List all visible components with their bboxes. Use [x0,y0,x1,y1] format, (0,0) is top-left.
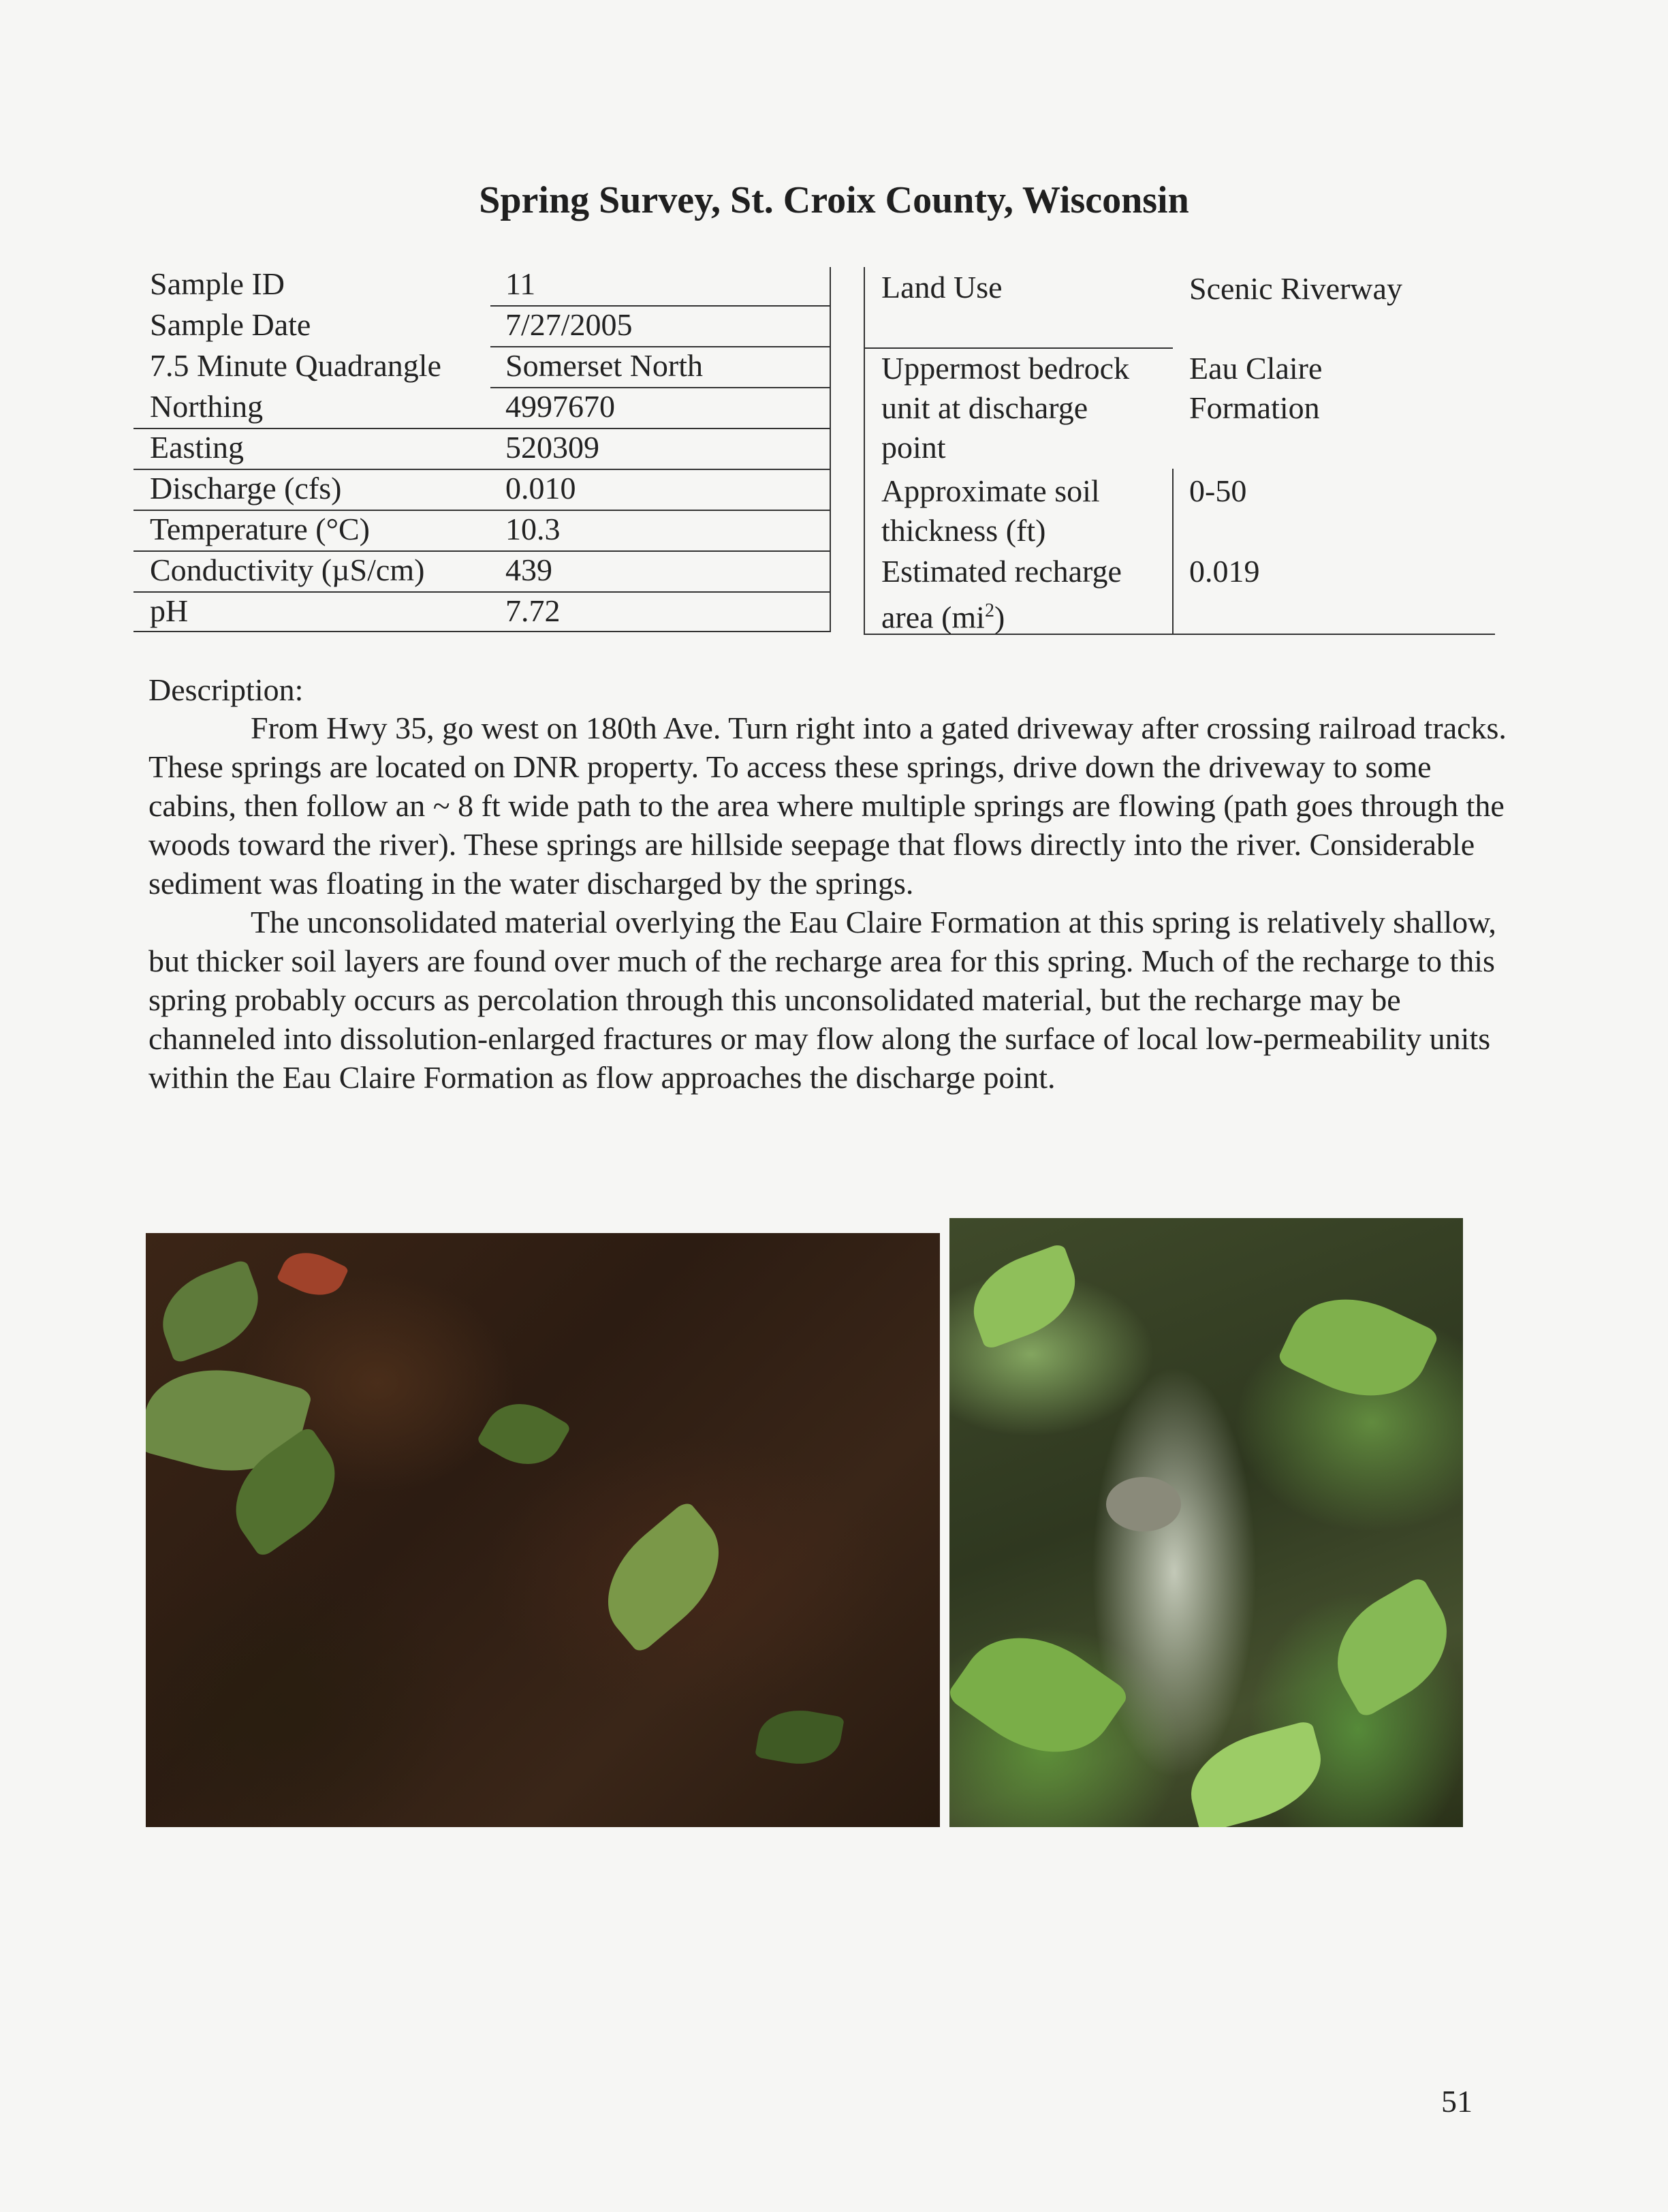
table-rule [133,591,831,593]
page-number: 51 [1441,2084,1473,2119]
table-rule [490,305,831,307]
bedrock-value: Eau Claire Formation [1189,351,1323,425]
row-value: 439 [505,552,552,587]
row-value: 4997670 [505,389,615,424]
row-label: Easting [150,430,244,465]
row-value: 11 [505,266,536,301]
table-rule [133,631,831,632]
table-rule [133,510,831,511]
table-row [129,264,831,305]
description-paragraph: From Hwy 35, go west on 180th Ave. Turn right into a gated driveway after crossing railroad tracks. These springs are located on DNR property. To access these springs, drive down the driveway to some cabins, then follow an ~ 8 ft wide path to the area where multiple springs are flowing (path goes through the woods toward the river). These springs are hillside seepage that flows directly into the river. Considerable sediment was floating in the water discharged by the springs. [148,711,1507,901]
description-paragraph: The unconsolidated material overlying the Eau Claire Formation at this spring is relatively shallow, but thicker soil layers are found over much of the recharge area for this spring. Much of the recharge to this spring probably occurs as percolation through this unconsolidated material, but the recharge may be channeled into dissolution-enlarged fractures or may flow along the surface of local low-permeability units within the Eau Claire Formation as flow approaches the discharge point. [148,905,1496,1095]
table-row [129,387,831,428]
table-row [129,305,831,346]
table-border [830,267,831,632]
recharge-label: Estimated recharge area $(mi^2)$ [881,554,1122,635]
table-row [129,591,831,632]
description-body [148,708,1511,1097]
table-rule [133,428,831,429]
bedrock-label: Uppermost bedrock unit at discharge point [881,351,1130,465]
leaf-shape [960,1243,1088,1350]
table-row [129,428,831,469]
page-title: Spring Survey, St. Croix County, Wisconsin [479,179,1189,221]
leaf-shape [583,1499,744,1655]
row-label: Temperature (°C) [150,512,370,546]
row-value: Somerset North [505,348,704,383]
soil-value: 0-50 [1189,473,1247,508]
spring-photo-stream [949,1218,1463,1827]
row-label: Conductivity (µS/cm) [150,552,425,587]
table-rule [490,346,831,347]
spring-photo-ground [146,1233,940,1827]
row-value: 0.010 [505,471,576,505]
row-value: 520309 [505,430,599,465]
land-use-label: Land Use [881,270,1003,305]
row-label: 7.5 Minute Quadrangle [150,348,441,383]
row-value: 7.72 [505,593,561,628]
row-label: Sample ID [150,266,285,301]
table-rule [133,550,831,552]
table-row [129,510,831,550]
row-label: Northing [150,389,264,424]
row-value: 10.3 [505,512,561,546]
table-border [864,267,865,635]
leaf-shape [476,1389,571,1480]
description-label: Description: [148,672,304,707]
leaf-shape [1315,1575,1463,1719]
table-row [129,469,831,510]
rock-shape [1106,1477,1181,1531]
recharge-value: 0.019 [1189,554,1260,589]
table-rule [490,387,831,388]
table-row [129,550,831,591]
leaf-shape [150,1259,272,1365]
leaf-shape [1180,1719,1332,1827]
soil-label: Approximate soil thickness (ft) [881,473,1100,548]
table-rule [133,469,831,470]
leaf-shape [277,1243,349,1305]
row-label: Discharge (cfs) [150,471,342,505]
row-label: pH [150,593,189,628]
land-use-value: Scenic Riverway [1189,271,1402,306]
row-label: Sample Date [150,307,311,342]
table-border [1172,469,1174,635]
leaf-shape [949,1607,1131,1782]
row-value: 7/27/2005 [505,307,633,342]
leaf-shape [1276,1275,1440,1419]
table-row [129,346,831,387]
leaf-shape [755,1703,845,1771]
